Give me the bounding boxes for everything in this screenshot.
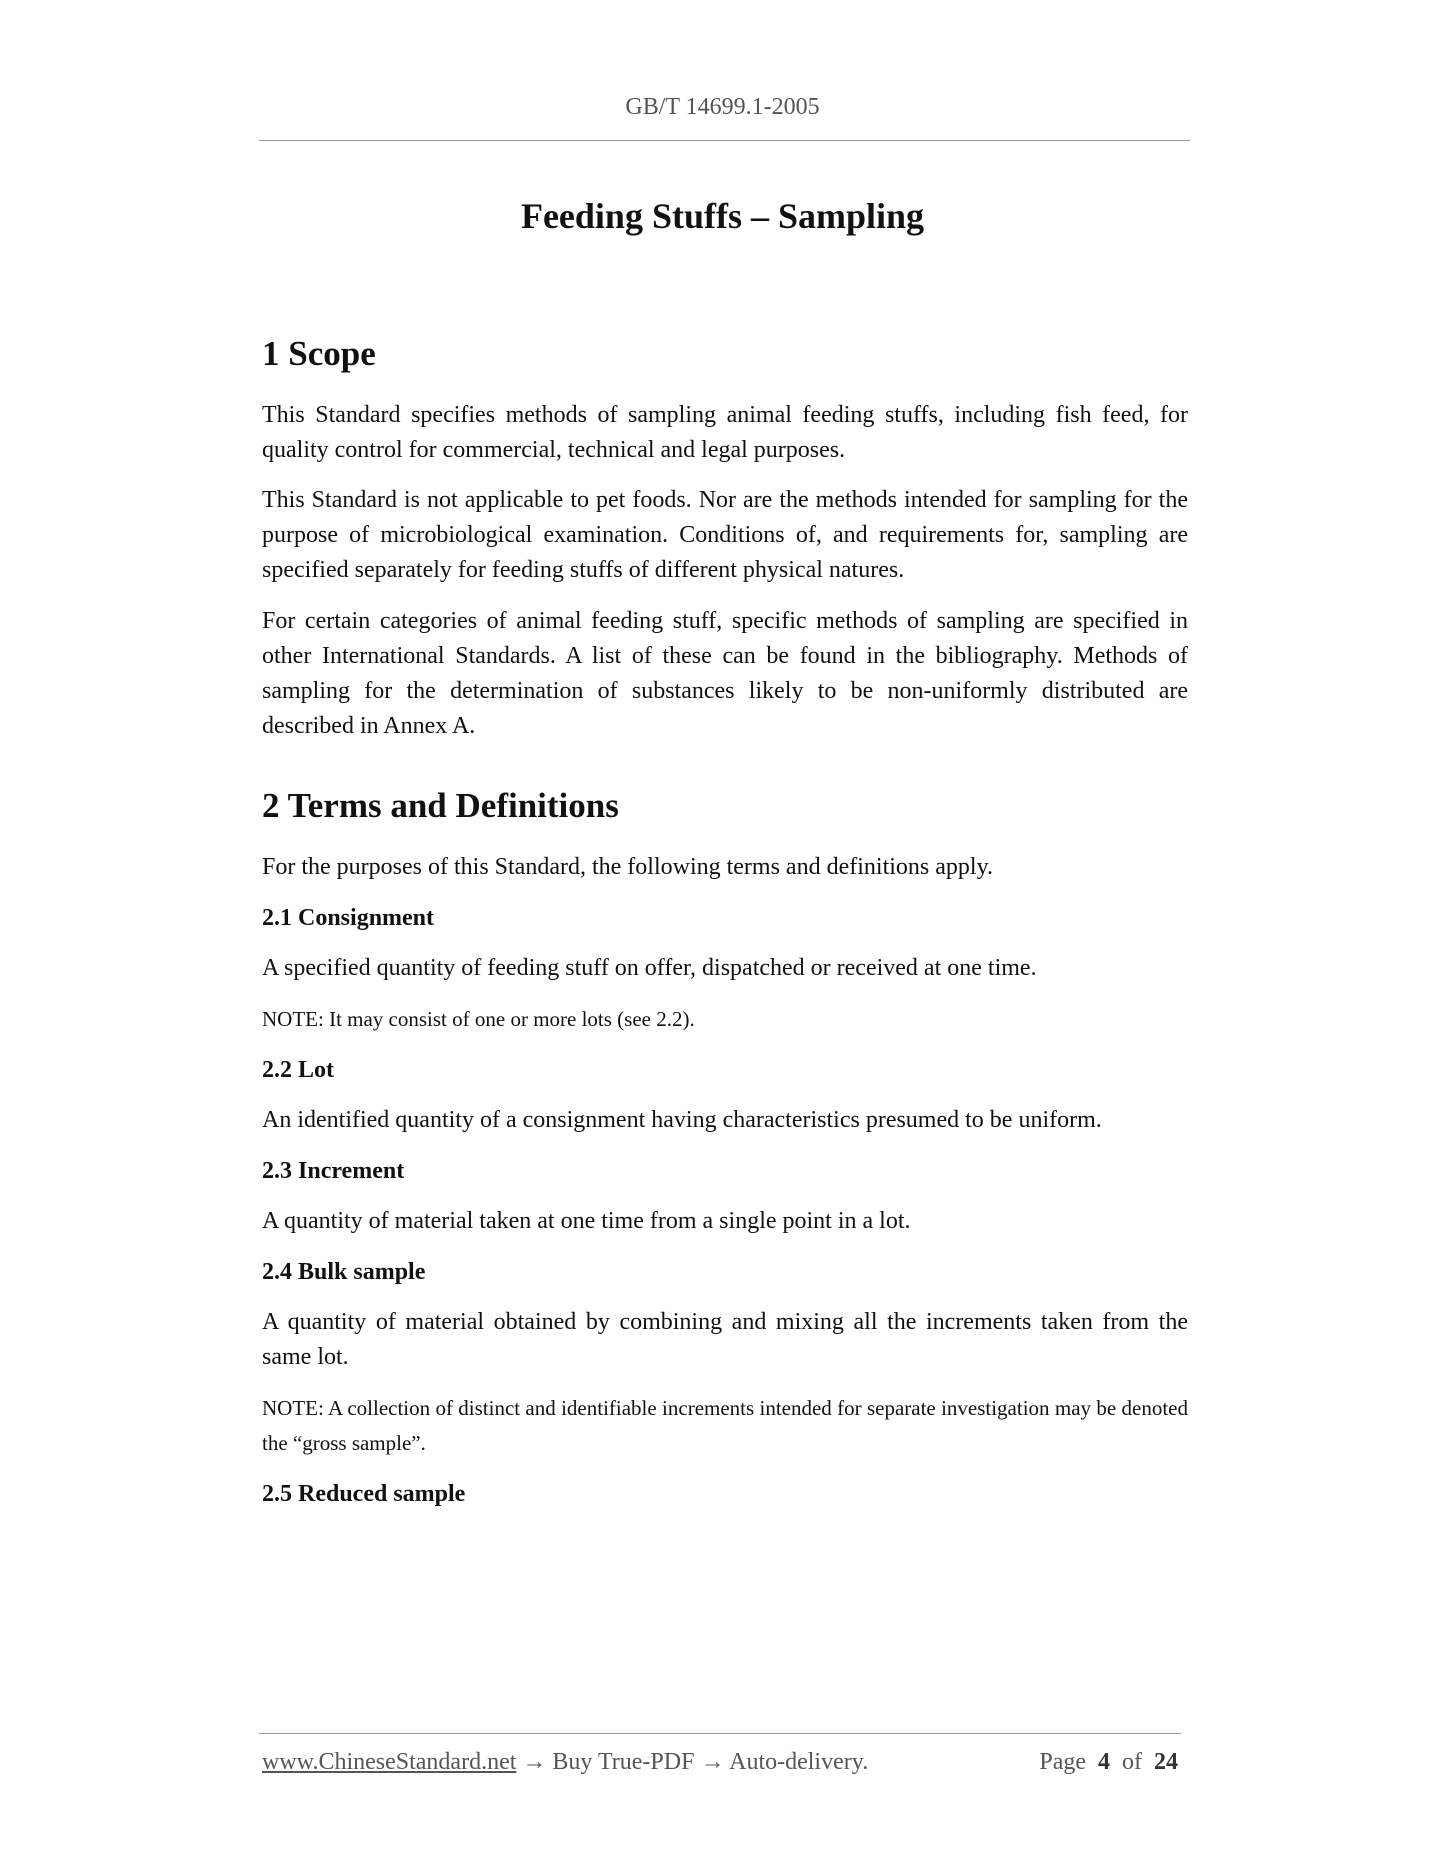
term-definition: An identified quantity of a consignment having characteristics presumed to be uniform. — [262, 1107, 1102, 1133]
term-heading: 2.5 Reduced sample — [262, 1481, 466, 1507]
site-link[interactable]: www.ChineseStandard.net — [262, 1749, 517, 1775]
scope-paragraph: This Standard specifies methods of sampling animal feeding stuffs, including fish feed, for quality control for commercial, technical and legal purposes. — [262, 402, 1188, 463]
scope-paragraph: This Standard is not applicable to pet foods. Nor are the methods intended for sampling for the purpose of microbiological examination. Conditions of, and requirements for, sampling are specified separately for feeding stuffs of different physical natures. — [262, 487, 1188, 583]
scope-paragraph: For certain categories of animal feeding stuff, specific methods of sampling are specified in other International Standards. A list of these can be found in the bibliography. Methods of sampling for the determination of substances likely to be non-uniformly distributed are described in Annex A. — [262, 608, 1188, 739]
terms-intro: For the purposes of this Standard, the following terms and definitions apply. — [262, 854, 994, 880]
term-definition: A specified quantity of feeding stuff on offer, dispatched or received at one time. — [262, 955, 1037, 981]
page-footer — [262, 1749, 1182, 1783]
page-number: 4 — [1098, 1749, 1110, 1775]
term-heading: 2.2 Lot — [262, 1057, 334, 1083]
running-header: GB/T 14699.1-2005 — [625, 94, 820, 120]
footer-left — [262, 1749, 868, 1776]
footer-tagline: → Buy True-PDF → Auto-delivery. — [516, 1749, 869, 1775]
page-total: 24 — [1154, 1749, 1178, 1775]
term-heading: 2.3 Increment — [262, 1158, 405, 1184]
term-heading: 2.4 Bulk sample — [262, 1259, 426, 1285]
page-label: Page — [1039, 1749, 1086, 1775]
section-heading-scope: 1 Scope — [262, 334, 376, 373]
page-of-label: of — [1122, 1749, 1142, 1775]
document-body — [262, 326, 1188, 1511]
header-rule — [259, 140, 1190, 141]
term-heading: 2.1 Consignment — [262, 905, 435, 931]
term-note: NOTE: A collection of distinct and identifiable increments intended for separate investigation may be denoted the “gross sample”. — [262, 1396, 1188, 1455]
section-heading-terms: 2 Terms and Definitions — [262, 786, 619, 825]
page-indicator — [1039, 1749, 1178, 1776]
document-title: Feeding Stuffs – Sampling — [520, 196, 925, 236]
term-note: NOTE: It may consist of one or more lots (see 2.2). — [262, 1007, 695, 1031]
term-definition: A quantity of material taken at one time from a single point in a lot. — [262, 1208, 911, 1234]
term-definition: A quantity of material obtained by combining and mixing all the increments taken from the same lot. — [262, 1309, 1188, 1370]
footer-rule — [259, 1733, 1181, 1734]
